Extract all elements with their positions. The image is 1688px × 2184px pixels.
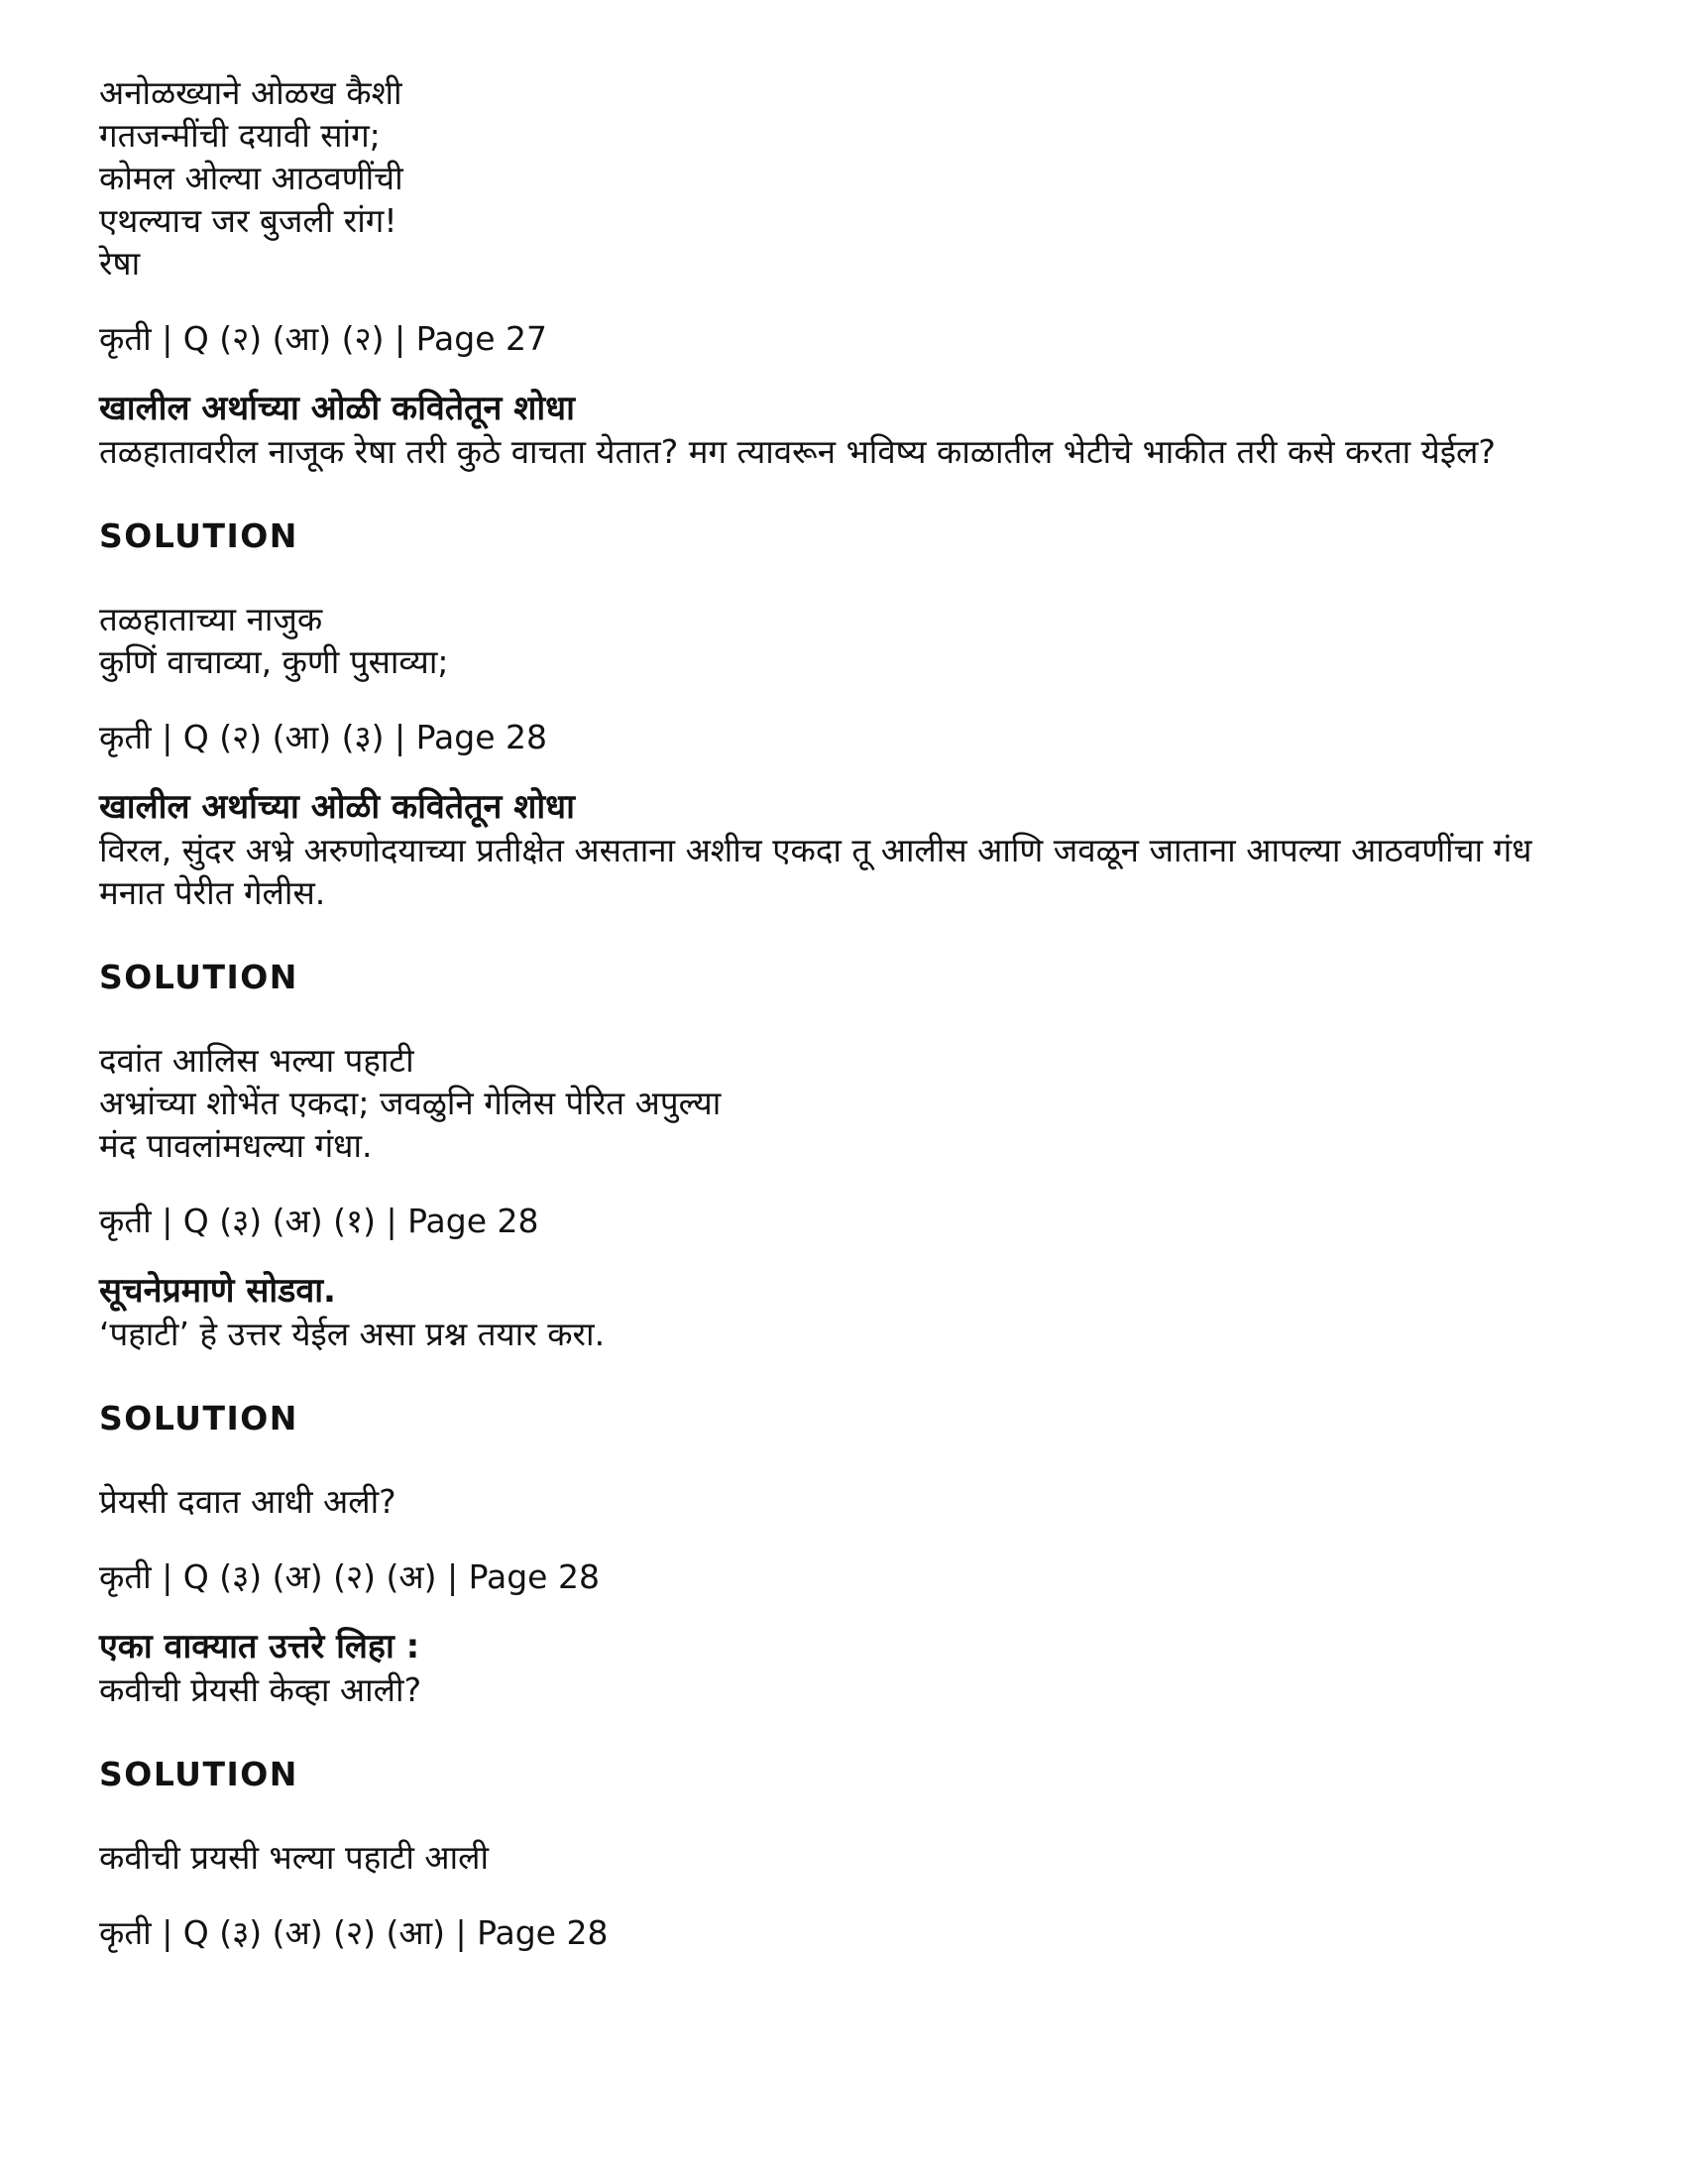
poem-line: अनोळख्याने ओळख कैशी (99, 73, 402, 112)
poem-title: रेषा (99, 244, 141, 283)
answer-line: प्रेयसी दवात आधी अली? (99, 1482, 396, 1521)
question-text: ‘पहाटी’ हे उत्तर येईल असा प्रश्न तयार करा. (99, 1315, 606, 1353)
question-title: खालील अर्थाच्या ओळी कवितेतून शोधा (99, 389, 575, 428)
answer-line: दवांत आलिस भल्या पहाटी (99, 1041, 414, 1080)
question-reference: कृती | Q (३) (अ) (१) | Page 28 (99, 1202, 539, 1240)
answer-line: तळहाताच्या नाजुक (99, 600, 323, 638)
poem-excerpt (99, 71, 1606, 285)
question-block (99, 683, 1606, 1167)
solution-label: SOLUTION (99, 1399, 298, 1437)
solution-label: SOLUTION (99, 958, 298, 996)
question-block (99, 1167, 1606, 1523)
question-block (99, 1523, 1606, 1879)
answer-line: कुणिं वाचाव्या, कुणी पुसाव्या; (99, 642, 449, 681)
answer-line: अभ्रांच्या शोभेंत एकदा; जवळुनि गेलिस पेरित अपुल्या (99, 1084, 722, 1122)
poem-line: गतजन्मींची दयावी सांग; (99, 116, 381, 155)
solution-label: SOLUTION (99, 517, 298, 555)
question-text: तळहातावरील नाजूक रेषा तरी कुठे वाचता येतात? मग त्यावरून भविष्य काळातील भेटीचे भाकीत तरी कसे करता येईल? (99, 432, 1496, 471)
poem-line: कोमल ओल्या आठवणींची (99, 159, 403, 197)
question-block (99, 285, 1606, 683)
question-reference: कृती | Q (३) (अ) (२) (आ) | Page 28 (99, 1913, 609, 1952)
question-reference: कृती | Q (२) (आ) (२) | Page 27 (99, 319, 548, 358)
solution-label: SOLUTION (99, 1755, 298, 1793)
question-title: एका वाक्यात उत्तरे लिहा : (99, 1627, 420, 1667)
question-title: खालील अर्थाच्या ओळी कवितेतून शोधा (99, 787, 575, 827)
question-text: विरल, सुंदर अभ्रे अरुणोदयाच्या प्रतीक्षेत असताना अशीच एकदा तू आलीस आणि जवळून जाताना आपल्या आठवणींचा गंध मनात पेरीत गेलीस. (99, 831, 1532, 912)
poem-line: एथल्याच जर बुजली रांग! (99, 201, 397, 240)
document-page (99, 71, 1606, 1954)
question-reference: कृती | Q (२) (आ) (३) | Page 28 (99, 718, 548, 756)
question-reference: कृती | Q (३) (अ) (२) (अ) | Page 28 (99, 1557, 600, 1596)
question-text: कवीची प्रेयसी केव्हा आली? (99, 1670, 422, 1709)
answer-line: मंद पावलांमधल्या गंधा. (99, 1126, 373, 1165)
question-title: सूचनेप्रमाणे सोडवा. (99, 1271, 336, 1311)
answer-line: कवीची प्रयसी भल्या पहाटी आली (99, 1838, 490, 1877)
